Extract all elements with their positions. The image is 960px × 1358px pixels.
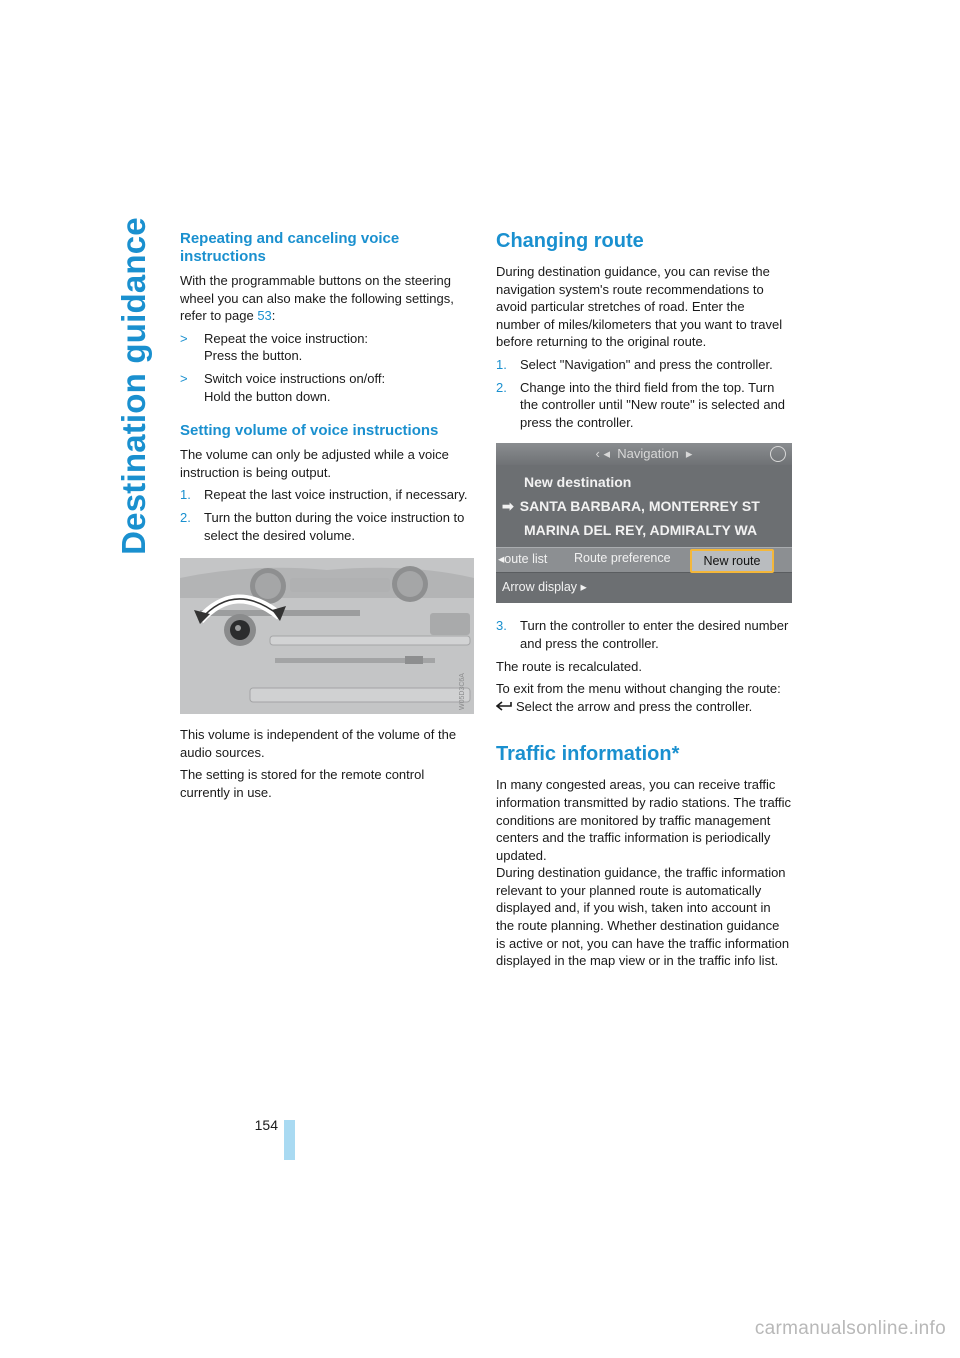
nav-tab-route-list[interactable]: ◂oute list [498, 552, 548, 567]
step-3-enter-number: 3. Turn the controller to enter the desired number and press the controller. [496, 618, 789, 651]
heading-setting-volume: Setting volume of voice instructions [180, 422, 439, 440]
chapter-side-title: Destination guidance [115, 217, 152, 555]
paragraph-recalculated: The route is recalculated. [496, 658, 642, 674]
heading-repeating-voice: Repeating and canceling voice instructions [180, 230, 400, 265]
page-number: 154 [254, 1117, 278, 1133]
photo-code: W05D3C6A [459, 673, 466, 711]
step-number: 3. [496, 618, 507, 634]
right-column [496, 228, 792, 975]
volume-knob-illustration [180, 558, 474, 714]
watermark: carmanualsonline.info [754, 1318, 946, 1339]
nav-item-new-destination[interactable]: New destination [524, 474, 632, 491]
navigation-screen [496, 443, 792, 603]
step-2-turn-button: 2. Turn the button during the voice instruction to select the desired volume. [180, 509, 465, 543]
step-number: 1. [496, 356, 507, 372]
bullet-marker: > [180, 330, 188, 346]
nav-next-arrow-icon[interactable]: ▸ [685, 446, 693, 462]
nav-item-arrow-display[interactable]: Arrow display ▸ [502, 580, 587, 595]
step-number: 2. [496, 379, 507, 395]
heading-traffic-information: Traffic information* [496, 743, 680, 766]
chevron-right-icon: ▸ [580, 580, 587, 595]
paragraph-setting-stored: The setting is stored for the remote control currently in use. [180, 767, 425, 800]
bullet-repeat-instruction: > Repeat the voice instruction: Press the button. [180, 330, 369, 364]
step-1-repeat-last: 1. Repeat the last voice instruction, if necessary. [180, 487, 468, 503]
back-arrow-icon [496, 700, 514, 712]
step-number: 1. [180, 487, 191, 503]
left-column [180, 230, 474, 807]
nav-title: Navigation [617, 446, 679, 462]
step-2-change-field: 2. Change into the third field from the top. Turn the controller until "New route" is selected and press the controller. [496, 379, 786, 430]
step-1-select-navigation: 1. Select "Navigation" and press the controller. [496, 356, 773, 372]
paragraph-traffic-guidance: During destination guidance, the traffic information relevant to your planned route is automatically displayed and, if you wish, taken into account in the route planning. Whether destination guidance is active or not, you can have the traffic information displayed in the map view or in the traffic info list. [496, 865, 790, 969]
step-number: 2. [180, 509, 191, 525]
page-edge-bar [284, 1120, 295, 1160]
route-arrow-icon: ➡ [502, 498, 514, 515]
nav-tab-new-route[interactable]: New route [690, 549, 774, 573]
bullet-marker: > [180, 370, 188, 386]
nav-prev-arrow-icon[interactable]: ‹ ◂ [595, 446, 611, 462]
heading-changing-route: Changing route [496, 230, 644, 252]
paragraph-volume-independent: This volume is independent of the volume of the audio sources. [180, 727, 457, 760]
paragraph-changing-route: During destination guidance, you can revise the navigation system's route recommendations to avoid particular stretches of road. Enter the number of miles/kilometers that you want to travel before returning to the original route. [496, 264, 783, 350]
bullet-switch-instructions: > Switch voice instructions on/off: Hold the button down. [180, 370, 386, 404]
paragraph-volume-adjust: The volume can only be adjusted while a voice instruction is being output. [180, 447, 449, 480]
control-panel-photo [180, 558, 474, 714]
nav-item-marina[interactable]: MARINA DEL REY, ADMIRALTY WA [524, 522, 758, 539]
page-reference-link[interactable]: 53 [257, 308, 272, 324]
paragraph-programmable-buttons: With the programmable buttons on the steering wheel you can also make the following settings, refer to page 53: [180, 273, 454, 324]
paragraph-exit-menu: To exit from the menu without changing the route: Select the arrow and press the controller. [496, 681, 781, 714]
tab-left-arrow-icon: ◂ [498, 552, 505, 567]
nav-item-santa-barbara[interactable]: ➡ SANTA BARBARA, MONTERREY ST [502, 498, 760, 515]
nav-tab-route-preference[interactable]: Route preference [574, 551, 671, 566]
nav-title-bar [496, 446, 792, 462]
paragraph-traffic-receive: In many congested areas, you can receive traffic information transmitted by radio stations. The traffic conditions are monitored by traffic management centers and the traffic information is periodically updated. [496, 777, 792, 863]
